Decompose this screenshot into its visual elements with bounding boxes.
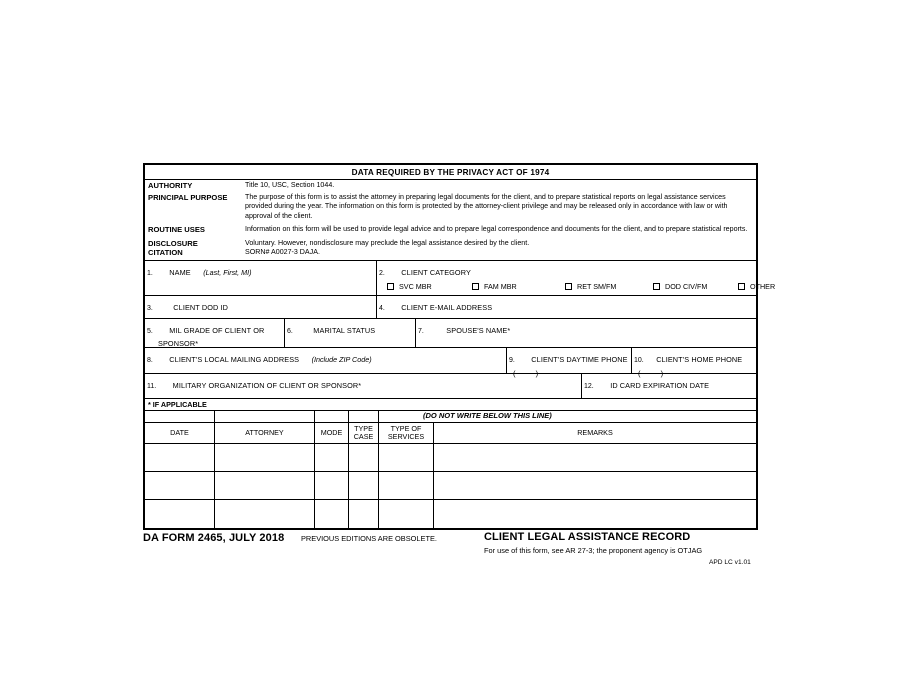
field-label-name: NAME xyxy=(169,268,191,278)
dnw-spacer-typecase xyxy=(349,411,379,423)
dnw-spacer-mode xyxy=(315,411,349,423)
field-row-3 xyxy=(145,319,756,348)
field-home-phone[interactable] xyxy=(632,348,756,379)
privacy-label-principal-purpose: PRINCIPAL PURPOSE xyxy=(148,193,228,203)
form-footer xyxy=(143,528,763,573)
cell-attorney[interactable] xyxy=(215,472,315,500)
cell-remarks[interactable] xyxy=(434,472,756,500)
field-number-12: 12. xyxy=(584,383,594,391)
privacy-entry-authority xyxy=(145,180,756,192)
checkbox-item-other[interactable] xyxy=(738,282,775,291)
column-header-type-case-line2: CASE xyxy=(353,431,374,441)
field-hint-mailing-address: (Include ZIP Code) xyxy=(311,355,372,365)
privacy-text-principal-purpose: The purpose of this form is to assist the attorney in preparing legal documents for the client, and to prepare statistical reports on legal assistance services provided during the year. The information on this form is protected by the attorney-client privilege and may be released only in accordance with law or with approval of the client. xyxy=(245,193,728,220)
column-header-type-case-line1: TYPE xyxy=(354,423,373,433)
field-label-military-organization: MILITARY ORGANIZATION OF CLIENT OR SPONSOR* xyxy=(172,381,362,391)
form-number-label: DA FORM 2465, JULY 2018 xyxy=(143,532,285,544)
cell-type-services[interactable] xyxy=(379,472,434,500)
field-label-home-phone: CLIENT'S HOME PHONE xyxy=(656,355,743,365)
field-label-client-email: CLIENT E-MAIL ADDRESS xyxy=(401,303,493,313)
privacy-entry-routine-uses xyxy=(145,224,756,236)
column-header-remarks: REMARKS xyxy=(434,423,756,444)
checkbox-label-dod-civ-fm: DOD CIV/FM xyxy=(665,282,708,292)
field-row-4 xyxy=(145,348,756,379)
client-information-grid xyxy=(145,260,776,528)
form-reference-note: For use of this form, see AR 27-3; the proponent agency is OTJAG xyxy=(484,546,703,555)
cell-type-case[interactable] xyxy=(349,500,379,528)
field-mil-grade[interactable] xyxy=(145,319,285,347)
checkbox-item-svc-mbr[interactable] xyxy=(387,282,472,291)
form-title: CLIENT LEGAL ASSISTANCE RECORD xyxy=(484,531,691,543)
do-not-write-below-this-line-label: (DO NOT WRITE BELOW THIS LINE) xyxy=(379,411,756,423)
field-label-id-card-expiration: ID CARD EXPIRATION DATE xyxy=(610,381,710,391)
field-number-3: 3. xyxy=(147,305,153,313)
field-label-marital-status: MARITAL STATUS xyxy=(313,326,376,336)
privacy-label-routine-uses: ROUTINE USES xyxy=(148,224,205,234)
dnw-spacer-date xyxy=(145,411,215,423)
column-header-date: DATE xyxy=(145,423,215,444)
do-not-write-row xyxy=(145,411,756,423)
checkbox-icon-dod-civ-fm[interactable] xyxy=(653,283,660,290)
cell-remarks[interactable] xyxy=(434,444,756,472)
field-number-9: 9. xyxy=(509,357,515,365)
field-client-category[interactable] xyxy=(377,261,775,295)
privacy-act-title: DATA REQUIRED BY THE PRIVACY ACT OF 1974 xyxy=(145,165,756,180)
checkbox-icon-fam-mbr[interactable] xyxy=(472,283,479,290)
field-id-card-expiration[interactable] xyxy=(582,374,756,398)
field-number-11: 11. xyxy=(147,383,157,391)
table-row[interactable] xyxy=(145,444,756,472)
field-mailing-address[interactable] xyxy=(145,348,507,373)
if-applicable-note: * IF APPLICABLE xyxy=(145,398,756,411)
cell-date[interactable] xyxy=(145,472,215,500)
privacy-label-authority: AUTHORITY xyxy=(148,181,193,191)
field-paren-home-phone: ( ) xyxy=(638,369,673,379)
privacy-text-disclosure xyxy=(245,239,756,257)
field-client-dod-id[interactable] xyxy=(145,296,377,318)
cell-mode[interactable] xyxy=(315,500,349,528)
column-header-type-services-line1: TYPE OF xyxy=(390,423,422,433)
da-form-2465 xyxy=(143,163,776,530)
table-row[interactable] xyxy=(145,472,756,500)
field-number-10: 10. xyxy=(634,357,644,365)
privacy-label-disclosure xyxy=(145,239,245,258)
dnw-spacer-attorney xyxy=(215,411,315,423)
field-number-6: 6. xyxy=(287,328,293,336)
checkbox-label-ret-sm-fm: RET SM/FM xyxy=(577,282,617,292)
field-row-5 xyxy=(145,374,756,398)
record-table-header-row xyxy=(145,423,756,444)
checkbox-label-fam-mbr: FAM MBR xyxy=(484,282,517,292)
field-number-7: 7. xyxy=(418,328,424,336)
privacy-text-routine-uses: Information on this form will be used to provide legal advice and to prepare legal correspondence and documents for the client, and to prepare statistical reports. xyxy=(245,224,748,233)
column-header-attorney: ATTORNEY xyxy=(215,423,315,444)
field-label-mil-grade: MIL GRADE OF CLIENT OR xyxy=(169,326,265,336)
client-category-checkbox-group xyxy=(379,282,775,291)
cell-attorney[interactable] xyxy=(215,500,315,528)
cell-mode[interactable] xyxy=(315,472,349,500)
cell-type-services[interactable] xyxy=(379,444,434,472)
column-header-type-case xyxy=(349,423,379,444)
privacy-act-body xyxy=(145,180,756,260)
field-label-mailing-address: CLIENT'S LOCAL MAILING ADDRESS xyxy=(169,355,300,365)
checkbox-label-other: OTHER xyxy=(750,282,776,292)
checkbox-icon-ret-sm-fm[interactable] xyxy=(565,283,572,290)
previous-editions-note: PREVIOUS EDITIONS ARE OBSOLETE. xyxy=(301,534,437,543)
legal-assistance-record-table xyxy=(145,411,756,528)
field-client-email[interactable] xyxy=(377,296,756,318)
column-header-type-services xyxy=(379,423,434,444)
privacy-entry-disclosure xyxy=(145,238,756,258)
cell-mode[interactable] xyxy=(315,444,349,472)
privacy-text-disclosure-line1: Voluntary. However, nondisclosure may preclude the legal assistance desired by the client. xyxy=(245,238,530,247)
privacy-label-disclosure-line2: CITATION xyxy=(148,248,183,258)
field-row-2 xyxy=(145,296,756,319)
cell-attorney[interactable] xyxy=(215,444,315,472)
field-daytime-phone[interactable] xyxy=(507,348,632,379)
apd-version-label: APD LC v1.01 xyxy=(709,559,751,566)
column-header-mode: MODE xyxy=(315,423,349,444)
field-hint-name: (Last, First, MI) xyxy=(203,268,252,278)
checkbox-label-svc-mbr: SVC MBR xyxy=(399,282,432,292)
checkbox-item-ret-sm-fm[interactable] xyxy=(565,282,653,291)
cell-remarks[interactable] xyxy=(434,500,756,528)
cell-date[interactable] xyxy=(145,444,215,472)
checkbox-item-dod-civ-fm[interactable] xyxy=(653,282,738,291)
field-number-5: 5. xyxy=(147,328,153,336)
field-label-spouse-name: SPOUSE'S NAME* xyxy=(446,326,511,336)
checkbox-icon-svc-mbr[interactable] xyxy=(387,283,394,290)
field-military-organization[interactable] xyxy=(145,374,582,398)
privacy-entry-principal-purpose xyxy=(145,192,756,222)
field-name[interactable] xyxy=(145,261,377,295)
field-row-1 xyxy=(145,261,776,296)
cell-type-case[interactable] xyxy=(349,472,379,500)
table-row[interactable] xyxy=(145,500,756,528)
field-number-1: 1. xyxy=(147,270,153,278)
privacy-text-authority: Title 10, USC, Section 1044. xyxy=(245,181,335,190)
privacy-label-disclosure-line1: DISCLOSURE xyxy=(148,238,198,248)
column-header-type-services-line2: SERVICES xyxy=(387,431,425,441)
checkbox-icon-other[interactable] xyxy=(738,283,745,290)
field-label-daytime-phone: CLIENT'S DAYTIME PHONE xyxy=(531,355,628,365)
field-label-client-category: CLIENT CATEGORY xyxy=(401,268,471,278)
field-number-8: 8. xyxy=(147,357,153,365)
form-outer-border xyxy=(143,163,776,530)
field-label-client-dod-id: CLIENT DOD ID xyxy=(173,303,228,313)
checkbox-item-fam-mbr[interactable] xyxy=(472,282,565,291)
cell-date[interactable] xyxy=(145,500,215,528)
field-label-mil-grade-line2: SPONSOR* xyxy=(158,339,199,349)
field-marital-status[interactable] xyxy=(285,319,416,347)
field-paren-daytime-phone: ( ) xyxy=(513,369,548,379)
cell-type-services[interactable] xyxy=(379,500,434,528)
field-number-2: 2. xyxy=(379,270,385,278)
field-number-4: 4. xyxy=(379,305,385,313)
cell-type-case[interactable] xyxy=(349,444,379,472)
privacy-text-disclosure-line2: SORN# A0027-3 DAJA. xyxy=(245,247,320,256)
field-spouse-name[interactable] xyxy=(416,319,756,347)
